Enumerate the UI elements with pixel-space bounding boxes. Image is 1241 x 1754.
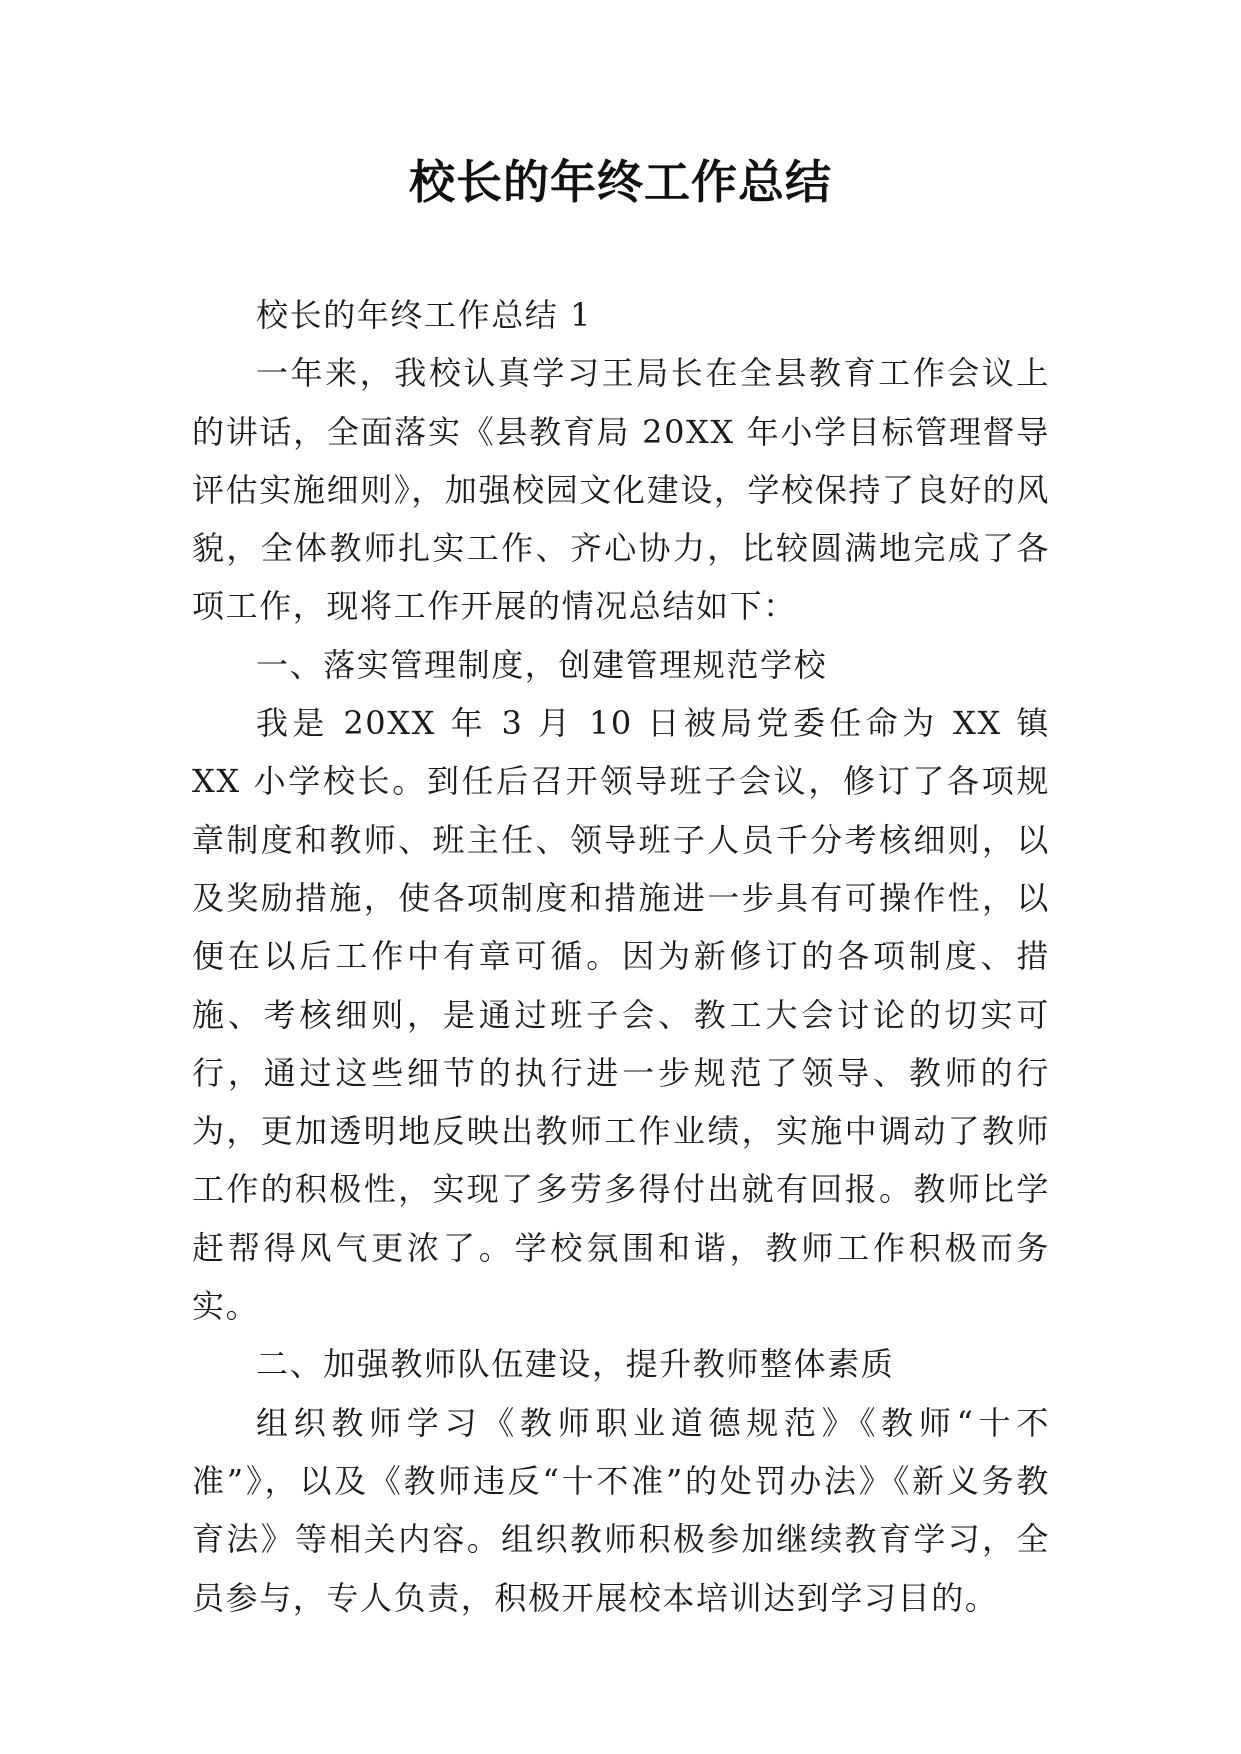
document-body — [192, 286, 1050, 1627]
section-heading-1: 一、落实管理制度，创建管理规范学校 — [256, 645, 828, 684]
paragraph-section-1: 我是 20XX 年 3 月 10 日被局党委任命为 XX 镇 XX 小学校长。到任后召开领导班子会议，修订了各项规章制度和教师、班主任、领导班子人员千分考核细则，以及奖励措施，使各项制度和措施进一步具有可操作性，以便在以后工作中有章可循。因为新修订的各项制度、措施、考核细则，是通过班子会、教工大会讨论的切实可行，通过这些细节的执行进一步规范了领导、教师的行为，更加透明地反映出教师工作业绩，实施中调动了教师工作的积极性，实现了多劳多得付出就有回报。教师比学赶帮得风气更浓了。学校氛围和谐，教师工作积极而务实。 — [192, 704, 1050, 1326]
paragraph-section-2: 组织教师学习《教师职业道德规范》《教师“十不准”》，以及《教师违反“十不准”的处罚办法》《新义务教育法》等相关内容。组织教师积极参加继续教育学习，全员参与，专人负责，积极开展校本培训达到学习目的。 — [192, 1403, 1050, 1617]
paragraph-subtitle: 校长的年终工作总结 1 — [256, 296, 593, 334]
document-title: 校长的年终工作总结 — [409, 155, 832, 209]
section-heading-2: 二、加强教师队伍建设，提升教师整体素质 — [256, 1345, 895, 1384]
paragraph-intro: 一年来，我校认真学习王局长在全县教育工作会议上的讲话，全面落实《县教育局 20XX 年小学目标管理督导评估实施细则》，加强校园文化建设，学校保持了良好的风貌，全体教师扎实工作、齐心协力，比较圆满地完成了各项工作，现将工作开展的情况总结如下： — [192, 354, 1050, 626]
